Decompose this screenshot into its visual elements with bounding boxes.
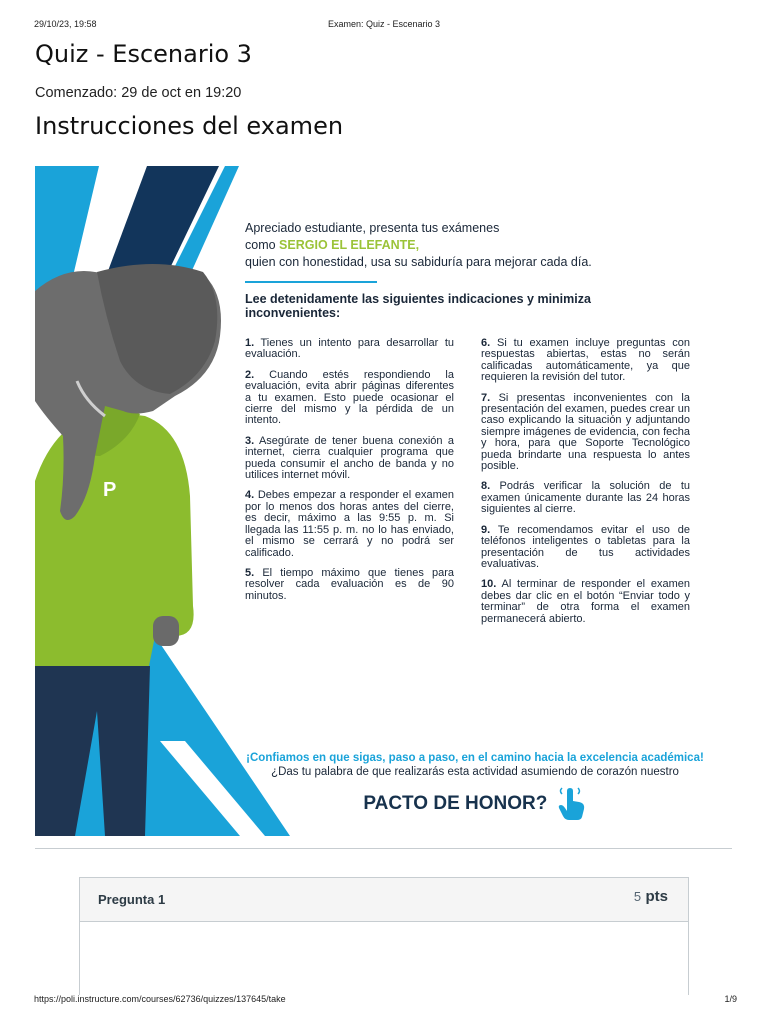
instruction-text: Asegúrate de tener buena conexión a internet, cierra cualquier programa que pueda consumir el ancho de banda y no utilices internet móvil. xyxy=(245,434,454,482)
instruction-item xyxy=(481,481,690,515)
instruction-number: 10. xyxy=(481,578,497,591)
instructions-title: Instrucciones del examen xyxy=(35,112,344,140)
instruction-item xyxy=(481,393,690,473)
intro-como: como xyxy=(245,238,280,252)
print-footer xyxy=(0,994,768,1008)
instruction-number: 8. xyxy=(481,480,491,493)
instruction-text: Podrás verificar la solución de tu examen únicamente durante las 24 horas siguientes al cierre. xyxy=(481,480,690,516)
instruction-text: Si presentas inconvenientes con la presentación del examen, puedes crear un caso explicando la situación y adjuntando siempre imágenes de evidencia, con fecha y hora, para que Soporte Tecnológico pueda brindarte una respuesta lo antes posible. xyxy=(481,391,690,473)
hoodie-logo: P xyxy=(103,479,117,501)
intro-line-3: quien con honestidad, usa su sabiduría para mejorar cada día. xyxy=(245,255,592,269)
instruction-item xyxy=(245,436,454,482)
question-header xyxy=(80,878,688,922)
instruction-item xyxy=(245,490,454,558)
instruction-text: Cuando estés respondiendo la evaluación, evita abrir páginas diferentes a tu examen. Esto puede ocasionar el cierre del mismo y la pérdida de un intento. xyxy=(245,368,454,427)
intro-line-2 xyxy=(245,237,645,254)
instruction-number: 1. xyxy=(245,337,255,349)
banner-intro xyxy=(245,220,645,271)
instruction-text: Si tu examen incluye preguntas con respuestas abiertas, estas no serán calificadas automáticamente, ya que requieren la revisión del tutor. xyxy=(481,337,690,384)
print-page-number: 1/9 xyxy=(724,994,737,1004)
pointing-hand-icon xyxy=(557,787,587,821)
print-header xyxy=(0,19,768,33)
intro-line-1: Apreciado estudiante, presenta tus exámenes xyxy=(245,221,500,235)
closing-line-1: ¡Confiamos en que sigas, paso a paso, en el camino hacia la excelencia académica! xyxy=(246,752,704,764)
started-timestamp: Comenzado: 29 de oct en 19:20 xyxy=(35,85,242,101)
instruction-text: El tiempo máximo que tienes para resolver cada evaluación es de 90 minutos. xyxy=(245,566,454,602)
instruction-number: 5. xyxy=(245,566,255,579)
banner-lead: Lee detenidamente las siguientes indicaciones y minimiza inconvenientes: xyxy=(245,292,591,320)
instruction-number: 7. xyxy=(481,391,491,404)
instruction-number: 6. xyxy=(481,337,491,349)
instruction-item xyxy=(245,370,454,427)
question-label: Pregunta 1 xyxy=(98,892,166,907)
print-page-title: Examen: Quiz - Escenario 3 xyxy=(327,19,441,29)
instruction-text: Te recomendamos evitar el uso de teléfonos inteligentes o tabletas para la presentación de tus actividades evaluativas. xyxy=(481,523,690,570)
instructions-banner xyxy=(35,166,711,836)
instruction-text: Debes empezar a responder el examen por lo menos dos horas antes del cierre, es decir, máximo a las 9:55 p. m. Si llegada las 11:55 p. m. no lo has enviado, el mismo se cerrará y no podrá ser calificado. xyxy=(245,489,454,559)
instruction-text: Tienes un intento para desarrollar tu evaluación. xyxy=(245,337,455,361)
print-datetime: 29/10/23, 19:58 xyxy=(34,19,97,29)
instruction-number: 3. xyxy=(245,434,255,447)
instructions-column-right xyxy=(481,338,690,634)
instruction-number: 9. xyxy=(481,523,491,536)
instruction-number: 4. xyxy=(245,489,255,502)
instruction-item xyxy=(481,579,690,625)
intro-underline xyxy=(245,281,377,283)
instruction-item xyxy=(245,568,454,602)
banner-closing xyxy=(240,752,710,821)
instruction-text: Al terminar de responder el examen debes dar clic en el botón “Enviar todo y terminar” de otra forma el examen permanecerá abierto. xyxy=(481,578,690,625)
instruction-item xyxy=(245,338,454,361)
instruction-item xyxy=(481,338,690,384)
closing-line-2: ¿Das tu palabra de que realizarás esta actividad asumiendo de corazón nuestro xyxy=(271,766,679,778)
instructions-column-left xyxy=(245,338,454,611)
question-card xyxy=(79,877,689,995)
hand xyxy=(153,616,179,646)
question-points xyxy=(634,888,668,906)
section-divider xyxy=(35,848,732,849)
sergio-highlight: SERGIO EL ELEFANTE, xyxy=(279,238,420,252)
points-unit: pts xyxy=(645,888,668,905)
points-value: 5 xyxy=(633,889,642,904)
quiz-title: Quiz - Escenario 3 xyxy=(35,40,252,68)
print-url: https://poli.instructure.com/courses/62736/quizzes/137645/take xyxy=(34,994,286,1004)
instruction-number: 2. xyxy=(245,368,255,381)
instruction-item xyxy=(481,525,690,571)
honor-pact-text: PACTO DE HONOR? xyxy=(363,793,548,815)
honor-pact-heading xyxy=(240,787,710,821)
